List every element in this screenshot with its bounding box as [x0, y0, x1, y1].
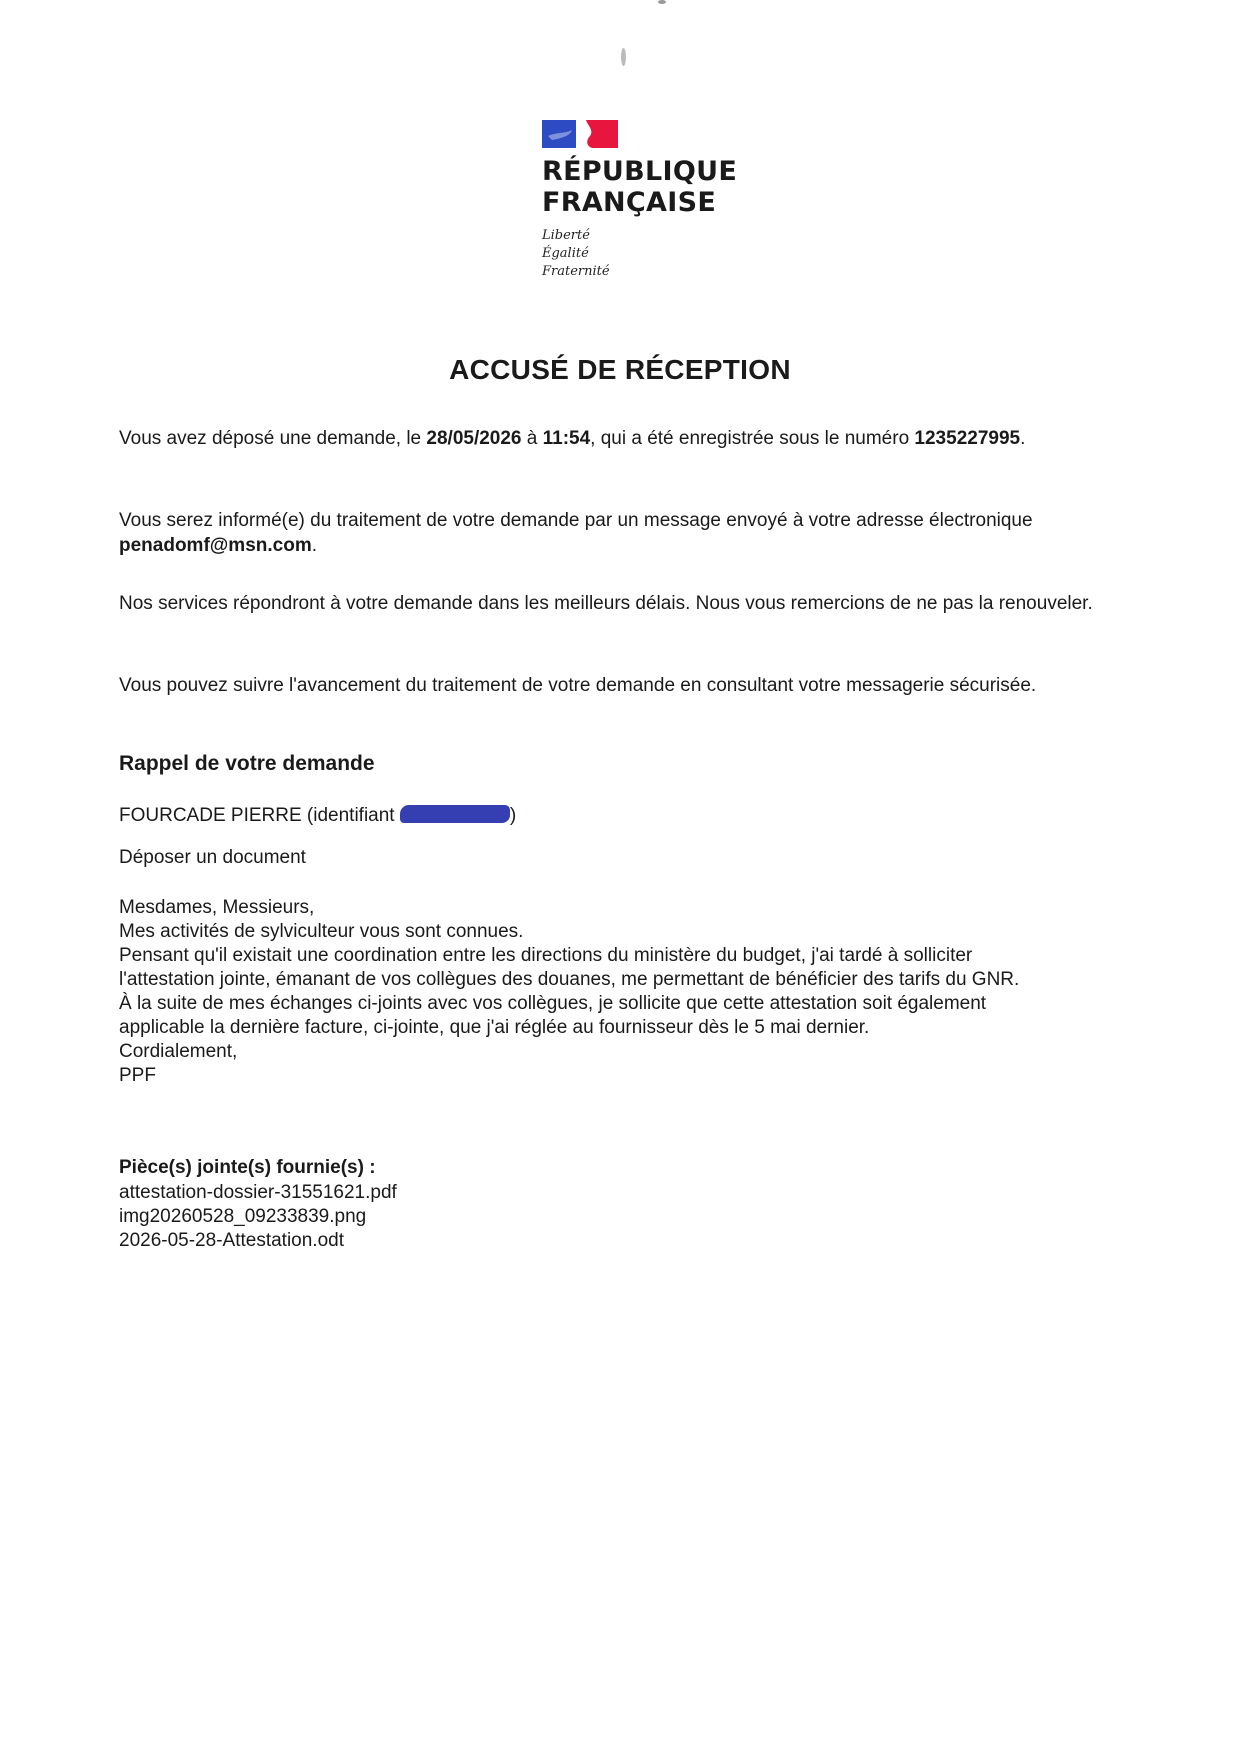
- logo-line-2: FRANÇAISE: [542, 187, 717, 218]
- attachment-file: img20260528_09233839.png: [119, 1206, 367, 1227]
- receipt-time: 11:54: [542, 428, 591, 449]
- requester-suffix: ): [509, 805, 517, 826]
- notification-email: penadomf@msn.com: [119, 535, 312, 556]
- attachment-file: 2026-05-28-Attestation.odt: [119, 1230, 344, 1251]
- message-line: Mesdames, Messieurs,: [119, 897, 315, 918]
- scan-speck: [658, 0, 666, 4]
- message-line: À la suite de mes échanges ci-joints avec vos collègues, je sollicite que cette attestation soit également: [119, 993, 987, 1014]
- republique-francaise-logo: [542, 120, 762, 281]
- marianne-flag-icon: [542, 120, 618, 148]
- notification-text-end: .: [311, 535, 317, 556]
- redacted-identifier: [400, 805, 510, 823]
- message-line: applicable la dernière facture, ci-jointe, que j'ai réglée au fournisseur dès le 5 mai dernier.: [119, 1017, 870, 1038]
- message-line: Pensant qu'il existait une coordination entre les directions du ministère du budget, j'ai tardé à solliciter: [119, 945, 973, 966]
- receipt-text-1: Vous avez déposé une demande, le: [119, 428, 427, 449]
- message-line: PPF: [119, 1065, 156, 1086]
- receipt-number: 1235227995: [914, 428, 1021, 449]
- notification-paragraph: [119, 508, 1129, 558]
- receipt-text-end: .: [1020, 428, 1026, 449]
- scan-speck: [621, 48, 626, 66]
- request-action: Déposer un document: [119, 847, 306, 868]
- requester-line: [119, 805, 516, 827]
- tracking-paragraph: Vous pouvez suivre l'avancement du traitement de votre demande en consultant votre messagerie sécurisée.: [119, 675, 1037, 696]
- logo-text: [542, 156, 762, 218]
- attachment-file: attestation-dossier-31551621.pdf: [119, 1182, 397, 1203]
- motto-egalite: Égalité: [542, 246, 589, 261]
- message-body: [119, 896, 1129, 1088]
- attachments-list: [119, 1181, 397, 1253]
- motto-fraternite: Fraternité: [542, 264, 610, 279]
- page-title: ACCUSÉ DE RÉCEPTION: [449, 354, 791, 385]
- reminder-title: Rappel de votre demande: [119, 752, 375, 775]
- logo-motto: [542, 227, 762, 281]
- receipt-date: 28/05/2026: [426, 428, 522, 449]
- notification-text: Vous serez informé(e) du traitement de votre demande par un message envoyé à votre adresse électronique: [119, 510, 1033, 531]
- requester-name: FOURCADE PIERRE (identifiant: [119, 805, 400, 826]
- receipt-text-2: à: [521, 428, 543, 449]
- logo-line-1: RÉPUBLIQUE: [542, 156, 738, 187]
- motto-liberte: Liberté: [542, 228, 590, 243]
- message-line: l'attestation jointe, émanant de vos collègues des douanes, me permettant de bénéficier des tarifs du GNR.: [119, 969, 1020, 990]
- receipt-paragraph: [119, 426, 1129, 451]
- receipt-text-3: , qui a été enregistrée sous le numéro: [590, 428, 915, 449]
- message-line: Mes activités de sylviculteur vous sont connues.: [119, 921, 524, 942]
- attachments-title: Pièce(s) jointe(s) fournie(s) :: [119, 1157, 376, 1178]
- services-paragraph: Nos services répondront à votre demande dans les meilleurs délais. Nous vous remercions de ne pas la renouveler.: [119, 593, 1093, 614]
- message-line: Cordialement,: [119, 1041, 238, 1062]
